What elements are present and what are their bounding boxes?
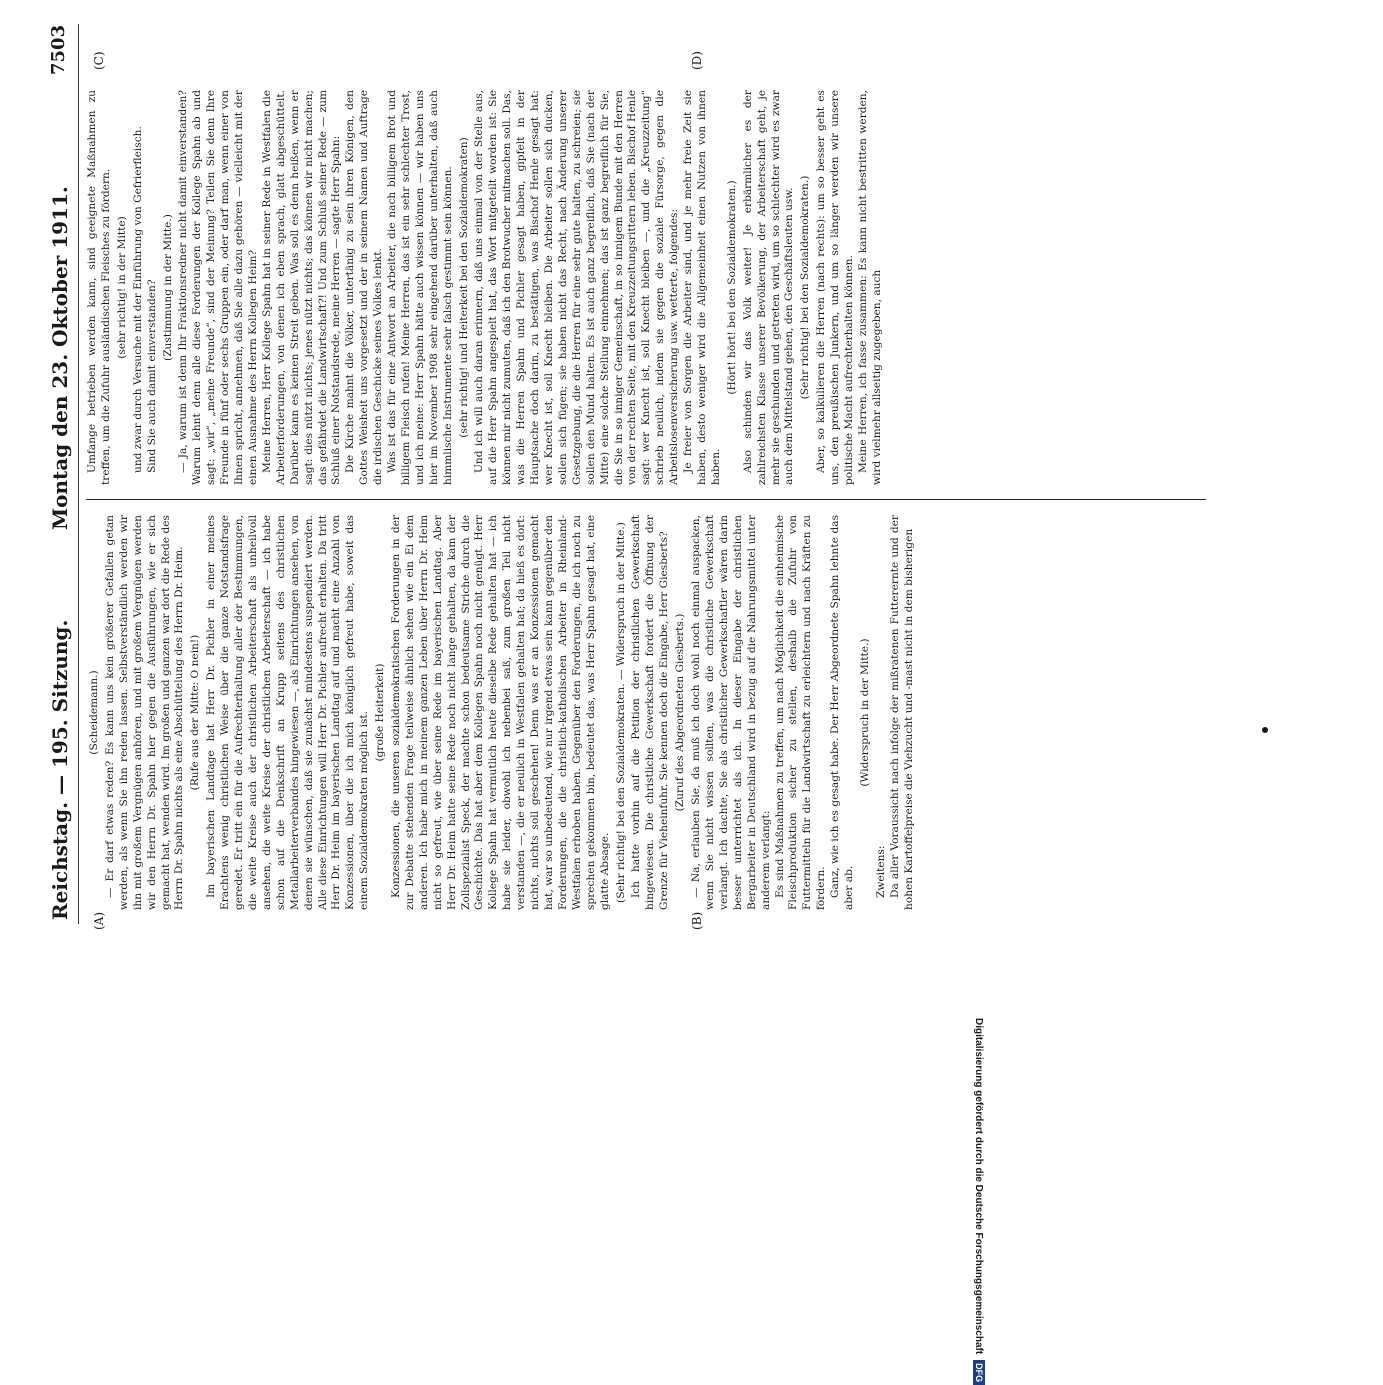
paragraph: Je freier von Sorgen die Arbeiter sind, und je mehr freie Zeit sie haben, desto weniger wird die Allgemeinheit einen Nutzen von ihnen haben. [682,90,722,485]
paragraph: Zweitens: [874,845,887,898]
margin-mark-c: (C) [92,51,106,70]
digitization-text: Digitalisierung gefördert durch die Deutsche Forschungsgemeinschaft [973,1018,985,1355]
page-number: 7503 [48,24,69,75]
paragraph: (sehr richtig! und Heiterkeit bei den Sozialdemokraten) [457,137,470,438]
dfg-logo: DFG [973,1360,985,1385]
paragraph: (Sehr richtig! bei den Sozialdemokraten. — Widerspruch in der Mitte.) [614,522,627,903]
paragraph: (große Heiterkeit) [374,663,387,762]
paragraph: (Sehr richtig! bei den Sozialdemokraten.) [799,175,812,400]
paragraph: — Na, erlauben Sie, da muß ich doch wohl noch einmal auspacken, wenn Sie nicht wissen sollten, was die christliche Gewerkschaft verlangt. Ich dachte, Sie als christlicher Gewerkschaftler wären darin besser unterrichtet als ich. In dieser Eingabe der christlichen Bergarbeiter in Deutschland wird in bezug auf die Nahrungsmittel unter anderem verlangt: [690,515,772,910]
paragraph: Also schinden wir das Volk weiter! Je erbärmlicher es der zahlreichsten Klasse unserer Bevölkerung, der Arbeiterschaft geht, je mehr sie geschunden und getreten wird, um so schlechter wird es zwar auch dem Mittelstand gehen, den Geschäftsleuten usw. [741,90,796,485]
text-column-right [86,90,1203,485]
paragraph: Da aller Voraussicht nach infolge der mißratenen Futterernte und der hohen Kartoffelpreise die Viehzucht und -mast nicht in dem bisherigen [888,515,915,910]
paragraph: — Er darf etwas reden? Es kann uns kein größerer Gefallen getan werden, als wenn Sie ihn reden lassen. Selbstverständlich werden wir ihn mit großem Vergnügen anhören, und mit großem Vergnügen werden wir den Herrn Dr. Spahn hier gegen die Ausführungen, wie er sich gemacht hat, wenden wird. Im großen und ganzen war dort die Rede des Herrn Dr. Spahn nichts als eine Abschüttelung des Herrn Dr. Heim. [103,515,186,910]
paragraph: (Hört! hört! bei den Sozialdemokraten.) [725,180,738,395]
paragraph: (Rufe aus der Mitte: O nein!) [189,634,202,791]
digitization-note [973,1018,985,1385]
paragraph: (Zustimmung in der Mitte.) [161,214,174,361]
text-column-left [86,515,1203,910]
paragraph: Konzessionen, die unseren sozialdemokratischen Forderungen in der zur Debatte stehenden Frage teilweise ähnlich sehen wie ein Ei dem anderen. Ich habe mich in meinem ganzen Leben über Herrn Dr. Heim nicht so gefreut, wie über seine Rede im bayerischen Landtag. Aber Herr Dr. Heim hatte seine Rede noch nicht lange gehalten, da kam der Zollspezialist Speck, der machte schon bedeutsame Striche durch die Geschichte. Das hat aber dem Kollegen Spahn noch nicht genügt. Herr Kollege Spahn hat vermutlich heute dieselbe Rede gehalten hat — ich habe sie leider, obwohl ich nebenbei saß, zum großen Teil nicht verstanden —, die er neulich in Westfalen gehalten hat; da hieß es dort: nichts, nichts soll geschehen! Denn was er an Konzessionen gemacht hat, war so unbedeutend, wie nur irgend etwas sein kann gegenüber den Forderungen, die die christlich-katholischen Arbeiter in Rheinland-Westfalen erhoben haben. Gegenüber den Forderungen, die ich noch zu sprechen gekommen bin, bedeutet das, was Herr Spahn gesagt hat, eine glatte Absage. [390,515,611,910]
header-rule [78,24,79,924]
margin-mark-d: (D) [690,51,704,70]
paragraph: Es sind Maßnahmen zu treffen, um nach Möglichkeit die einheimische Fleischproduktion sicher zu stellen, deshalb die Zufuhr von Futtermitteln für die Landwirtschaft zu erleichtern und nach Kräften zu fördern. [773,515,828,910]
paragraph: Ganz, wie ich es gesagt habe. Der Herr Abgeordnete Spahn lehnte das aber ab. [829,515,856,910]
margin-mark-b: (B) [690,911,704,930]
ink-dot [1262,727,1268,733]
header-left: Reichstag. — 195. Sitzung. [48,619,72,920]
page-header [40,0,80,1000]
paragraph: und zwar durch Versuche mit der Einführung von Gefrierfleisch. [131,126,144,473]
header-date: Montag den 23. Oktober 1911. [48,186,72,530]
paragraph: (Scheidemann.) [88,670,100,755]
paragraph: Meine Herren, ich fasse zusammen: Es kann nicht bestritten werden, wird vielmehr allseitig zugegeben, auch [856,90,883,485]
paragraph: Und ich will auch daran erinnern, daß uns einmal von der Stelle aus, auf die Herr Spahn angespielt hat, das Wort mitgeteilt worden ist: Sie können mir nicht zumuten, daß ich den Brotwucher mitmachen soll. Das, was die Herren Spahn und Pichler gesagt haben, gipfelt in der Hauptsache doch darin, zu bestätigen, was Bischof Henle gesagt hat: wer Knecht ist, soll Knecht bleiben. Die Arbeiter sollen sich ducken, sollen sich fügen; sie haben nicht das Recht, nach Änderung unserer Gesetzgebung, die die Herren für eine sehr gute halten, zu schreien; sie sollen den Mund halten. Es ist auch ganz begreiflich, daß Sie (nach der Mitte) eine solche Stellung einnehmen; das ist ganz begreiflich für Sie, die Sie in so inniger Gemeinschaft, in so innigem Bunde mit den Herren von der rechten Seite, mit den Kreuzzeitungsrittern leben. Bischof Henle sagt: wer Knecht ist, soll Knecht bleiben —, und die „Kreuzzeitung“ schrieb neulich, indem sie gegen die soziale Fürsorge, gegen die Arbeitslosenversicherung usw. wetterte, folgendes: [473,90,681,485]
paragraph: (Widerspruch in der Mitte.) [858,638,871,787]
paragraph: Im bayerischen Landtage hat Herr Dr. Pichler in einer meines Erachtens wenig christlichen Weise über die ganze Notstandsfrage geredet. Er tritt ein für die Aufrechterhaltung aller der Bestimmungen, die weite Kreise auch der christlichen Arbeiterschaft als unheilvoll ansehen, die weite Kreise der christlichen Arbeiterschaft — ich habe schon auf die Denkschrift an Krupp seitens des christlichen Metallarbeiterverbandes hingewiesen —, als Einrichtungen ansehen, von denen sie wünschen, daß sie zunächst mindestens suspendiert werden. Alle diese Einrichtungen will Herr Dr. Pichler aufrecht erhalten. Da tritt Herr Dr. Heim im bayerischen Landtag auf und macht eine Anzahl von Konzessionen, über die ich mich königlich gefreut habe, soweit das einem Sozialdemokraten möglich ist. [205,515,371,910]
paragraph: (Zuruf des Abgeordneten Giesberts.) [674,613,687,812]
paragraph: Sind Sie auch damit einverstanden? [145,279,158,473]
paragraph: (sehr richtig! in der Mitte) [115,216,128,359]
paragraph: Was ist das für eine Antwort an Arbeiter, die nach billigem Brot und billigem Fleisch rufen! Meine Herren, das ist ein sehr schlechter Trost, und ich meine: Herr Spahn hätte auch wissen können — wir haben uns hier im November 1908 sehr eingehend darüber unterhalten, daß auch himmlische Instrumente sehr falsch gestimmt sein können. [386,90,454,485]
paragraph: Umfange betrieben werden kann, sind geeignete Maßnahmen zu treffen, um die Zufuhr ausländischen Fleisches zu fördern. [86,90,112,485]
paragraph: Aber, so kalkulieren die Herren (nach rechts): um so besser geht es uns, den preußischen Junkern, und um so länger werden wir unsere politische Macht aufrechterhalten können. [815,90,856,485]
column-divider [86,499,1206,500]
paragraph: Meine Herren, Herr Kollege Spahn hat in seiner Rede in Westfalen die Arbeiterforderungen, von denen ich eben sprach, glatt abgeschüttelt. Darüber kann es keinen Streit geben. Was soll es denn heißen, wenn er sagt: dies nützt nichts; jenes nützt nichts; das können wir nicht machen; das gefährdet die Landwirtschaft?! Und zum Schluß seiner Rede — zum Schluß einer Notstandsrede, meine Herren — sagte Herr Spahn: [260,90,343,485]
margin-mark-a: (A) [92,911,106,930]
paragraph: — Ja, warum ist denn Ihr Fraktionsredner nicht damit einverstanden? Warum lehnt denn alle diese Forderungen der Kollege Spahn ab und sagt: „wir“, „meine Freunde“, sind der Meinung? Teilen Sie denn Ihre Freunde in fünf oder sechs Gruppen ein, oder darf man, wenn einer von Ihnen spricht, annehmen, daß Sie alle dazu gehören — vielleicht mit der einen Ausnahme des Herrn Kollegen Heim? [177,90,259,485]
paragraph: Die Kirche mahnt die Völker, untertänig zu sein ihren Königen, den Gottes Weisheit uns vorgesetzt und der in seinem Namen und Auftrage die irdischen Geschicke seines Volkes lenkt. [344,90,385,485]
paragraph: Ich hatte vorhin auf die Petition der christlichen Gewerkschaft hingewiesen. Die christliche Gewerkschaft fordert die Öffnung der Grenze für Vieheinfuhr. Sie kennen doch die Eingabe, Herr Giesberts? [630,515,671,910]
